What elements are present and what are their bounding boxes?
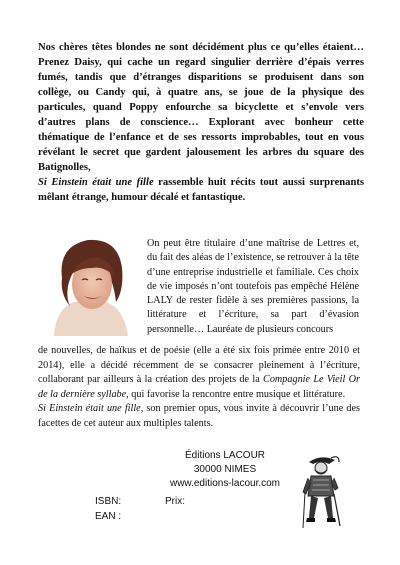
author-portrait-image	[44, 228, 136, 340]
author-bio-text: de nouvelles, de haïkus et de poésie (elle a été six fois primée entre 2010 et 2014), elle a décidé récemment de se consacrer pleinement à l’écriture, collaborant par ailleurs à la création des projets de la	[38, 345, 360, 386]
author-bio-closing	[38, 402, 360, 431]
publisher-city: 30000 NIMES	[193, 464, 257, 475]
price-label: Prix:	[165, 496, 185, 507]
publisher-info	[150, 449, 300, 491]
blurb-closing-text: rassemble huit récits tout aussi surprenants mêlant étrange, humour décalé et fantastique.	[38, 177, 364, 203]
book-title: Si Einstein était une fille	[38, 177, 154, 188]
author-bio	[38, 344, 360, 432]
company-name: Compagnie Le Vieil Or de la dernière syllabe	[38, 374, 360, 400]
blurb-text: Nos chères têtes blondes ne sont décidément plus ce qu’elles étaient…Prenez Daisy, qui cache un regard singulier derrière d’épais verres fumés, tandis que d’étranges disparitions se produisent dans son collège, ou Candy qui, à quatre ans, se joue de la physique des particules, quand Poppy enfourche sa bicyclette et s’envole vers d’autres plans de conscience… Explorant avec bonheur cette thématique de l’enfance et de ses ressorts improbables, tout en vous révélant le secret que gardent jalousement les arbres du square des Batignolles,	[38, 42, 364, 173]
publisher-website: www.editions-lacour.com	[169, 478, 281, 489]
musketeer-logo-icon	[301, 452, 341, 530]
isbn-label: ISBN:	[95, 496, 122, 507]
author-bio-paragraph	[38, 344, 360, 402]
author-bio-closing-text: , son premier opus, vous invite à découvrir l’une des facettes de cet auteur aux multiples talents.	[38, 403, 360, 429]
ean-label: EAN :	[95, 511, 122, 522]
author-photo	[44, 228, 136, 340]
blurb-paragraph	[38, 40, 364, 175]
author-bio-beside-photo: On peut être titulaire d’une maîtrise de Lettres et, du fait des aléas de l’existence, se retrouver à la tête d’une entreprise industrielle et familiale. Ces choix de vie imposés n’ont toutefois pas empêché Hélène LALY de rester fidèle à ses premières passions, la littérature et l’écriture, sa part d’évasion personnelle… Lauréate de plusieurs concours	[147, 238, 359, 335]
publisher-logo	[301, 452, 341, 530]
author-bio-text-end: , qui favorise la rencontre entre musique et littérature.	[126, 388, 346, 400]
publisher-name: Éditions LACOUR	[184, 450, 266, 461]
book-title-closing: Si Einstein était une fille	[38, 403, 141, 415]
blurb-closing	[38, 175, 364, 205]
book-blurb	[38, 40, 364, 205]
